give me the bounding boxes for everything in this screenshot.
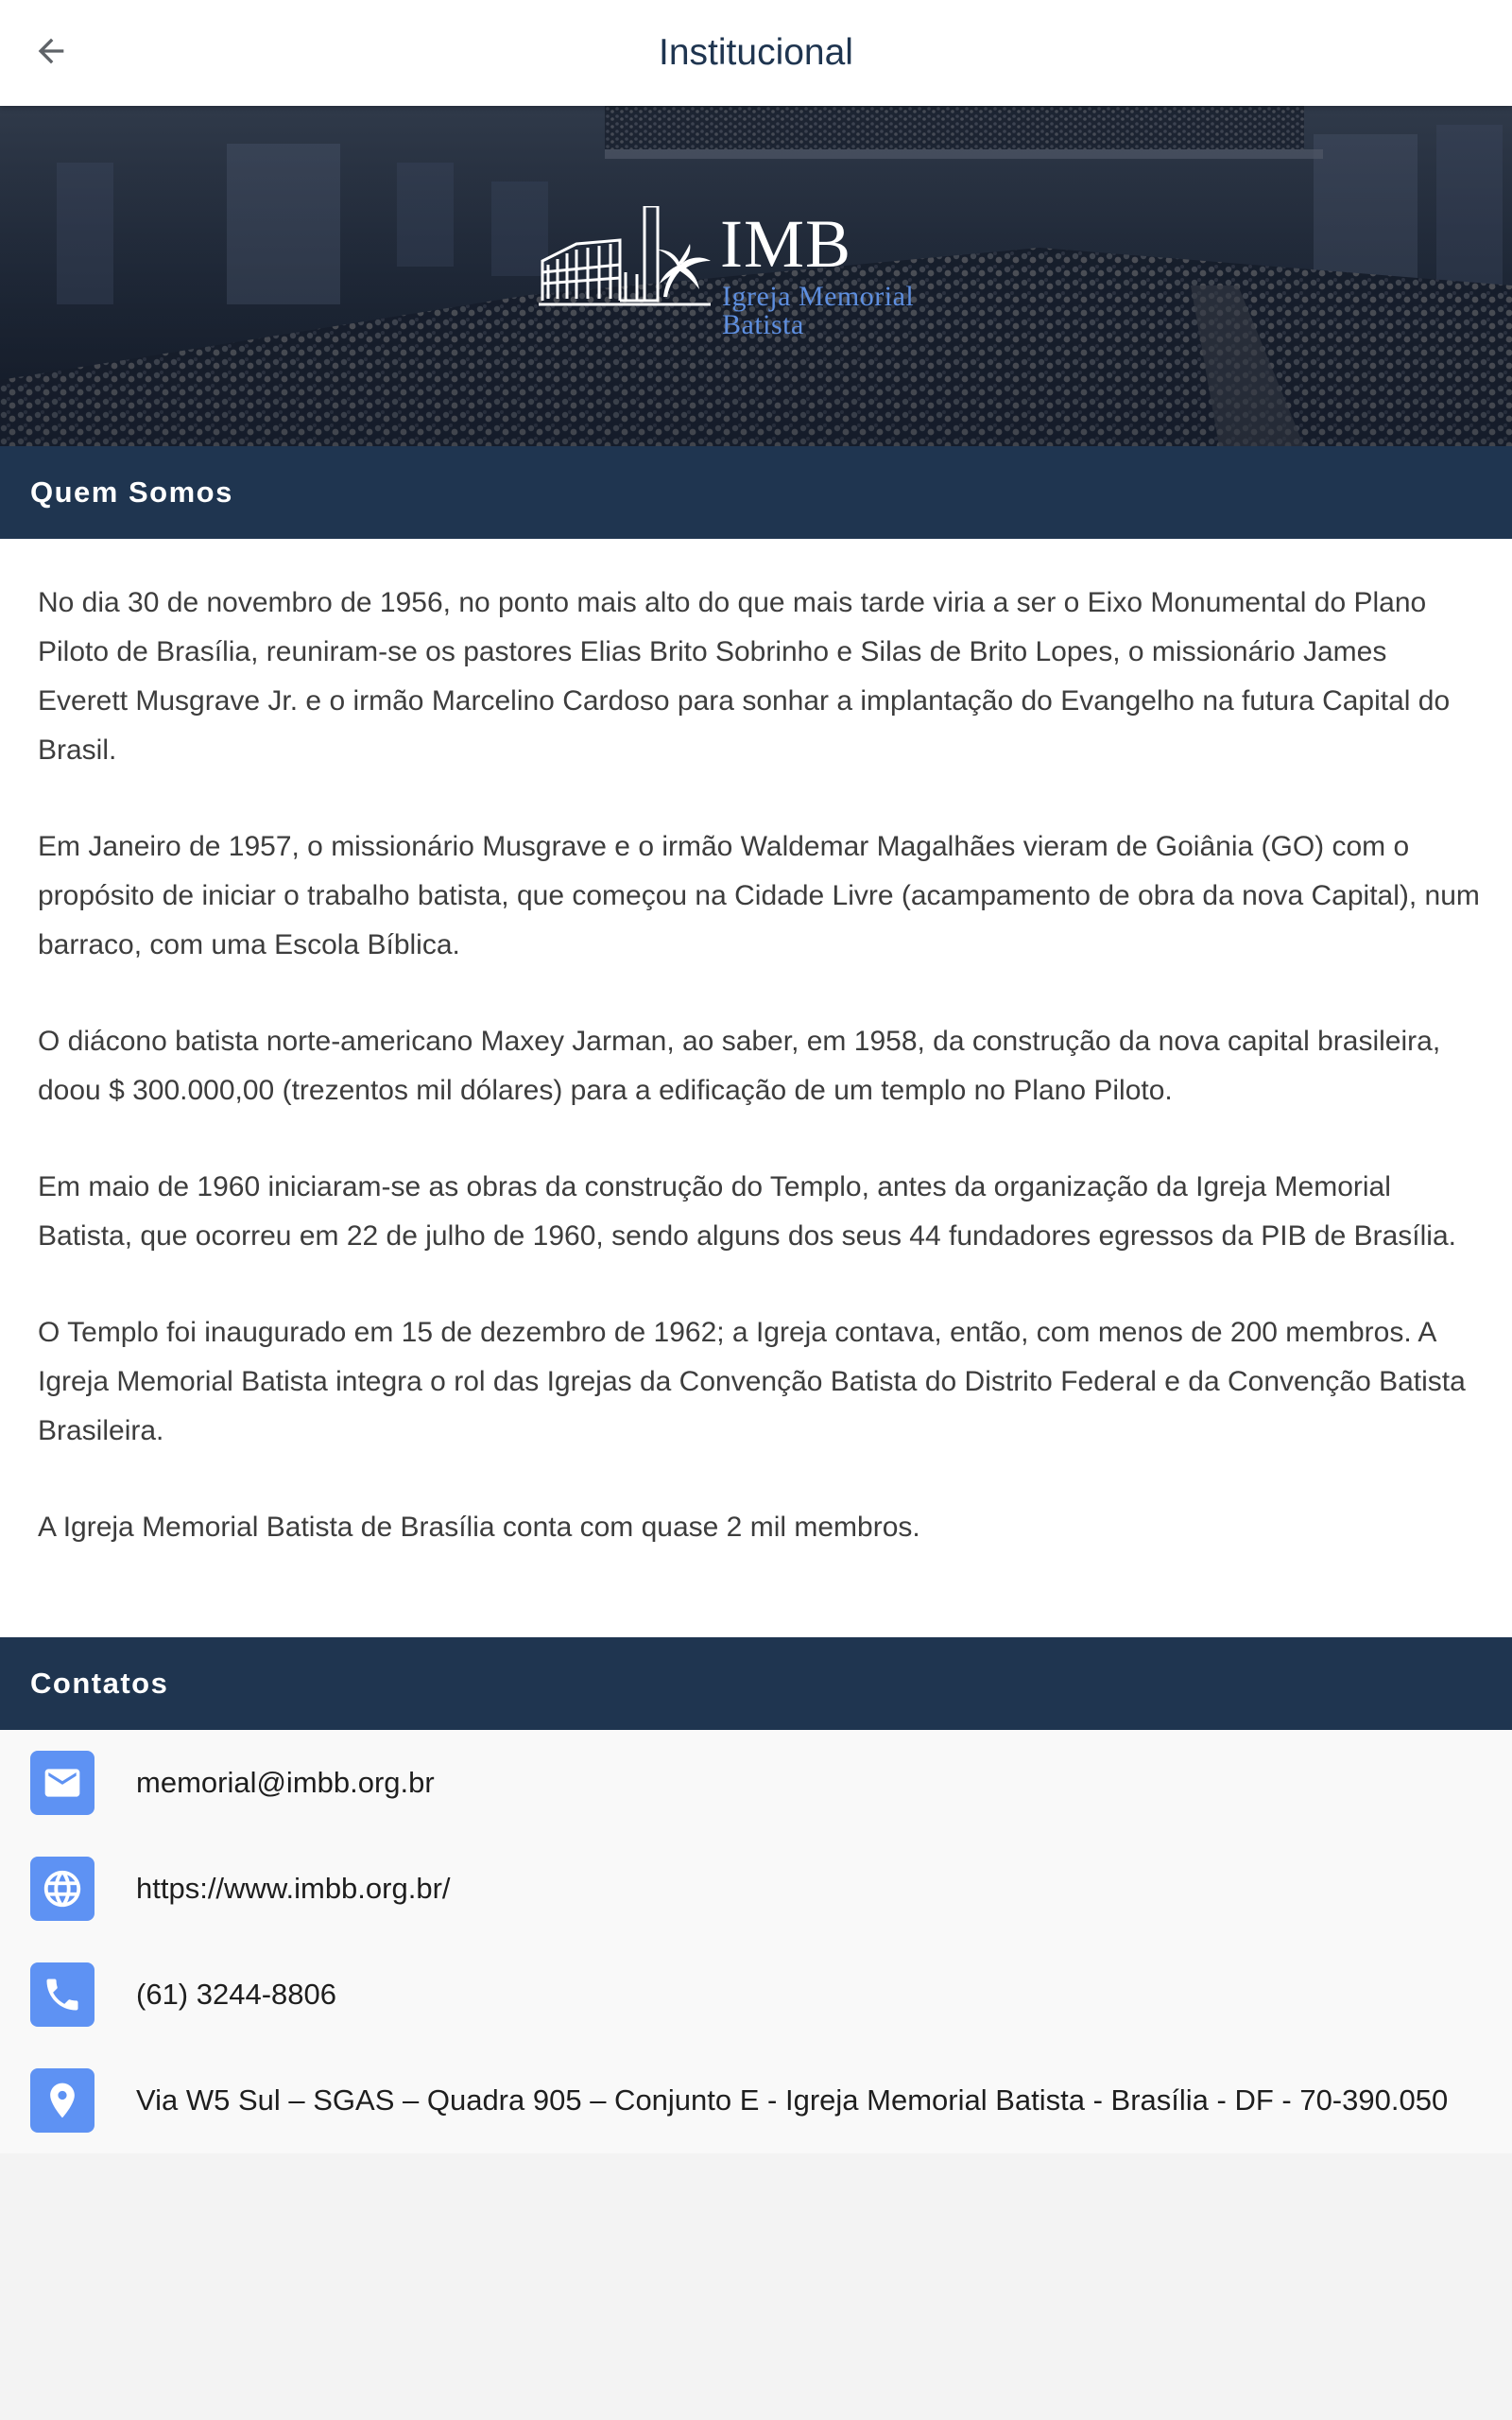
location-pin-icon [30, 2068, 94, 2133]
contacts-list [0, 1730, 1512, 2153]
about-paragraph: A Igreja Memorial Batista de Brasília conta com quase 2 mil membros. [38, 1512, 920, 1543]
globe-icon [30, 1857, 94, 1921]
church-building-icon [539, 206, 718, 338]
about-paragraph: Em Janeiro de 1957, o missionário Musgrave e o irmão Waldemar Magalhães vieram de Goiânia (GO) com o propósito de iniciar o trabalho batista, que começou na Cidade Livre (acampamento de obra da nova Capital), num barraco, com uma Escola Bíblica. [38, 831, 1480, 960]
about-paragraph: No dia 30 de novembro de 1956, no ponto mais alto do que mais tarde viria a ser o Eixo Monumental do Plano Piloto de Brasília, reuniram-se os pastores Elias Brito Sobrinho e Silas de Brito Lopes, o missionário James Everett Musgrave Jr. e o irmão Marcelino Cardoso para sonhar a implantação do Evangelho na futura Capital do Brasil. [38, 587, 1451, 766]
about-section-title: Quem Somos [30, 475, 233, 509]
email-icon [30, 1751, 94, 1815]
contacts-section-title: Contatos [30, 1667, 169, 1700]
contact-address-row[interactable] [0, 2048, 1512, 2153]
contact-website-row[interactable] [0, 1836, 1512, 1942]
contact-address-text: Via W5 Sul – SGAS – Quadra 905 – Conjunto E - Igreja Memorial Batista - Brasília - DF - 70-390.050 [136, 2083, 1449, 2117]
logo-name-line1: Igreja Memorial [722, 281, 915, 312]
logo-name-line2: Batista [722, 309, 804, 340]
about-paragraph: O diácono batista norte-americano Maxey Jarman, ao saber, em 1958, da construção da nova capital brasileira, doou $ 300.000,00 (trezentos mil dólares) para a edificação de um templo no Plano Piloto. [38, 1026, 1441, 1106]
contact-email-text: memorial@imbb.org.br [136, 1766, 435, 1799]
about-paragraph: O Templo foi inaugurado em 15 de dezembro de 1962; a Igreja contava, então, com menos de 200 membros. A Igreja Memorial Batista integra o rol das Igrejas da Convenção Batista do Distrito Federal e da Convenção Batista Brasileira. [38, 1317, 1466, 1446]
hero-banner [0, 106, 1512, 446]
contacts-section-header [0, 1637, 1512, 1730]
about-paragraph: Em maio de 1960 iniciaram-se as obras da construção do Templo, antes da organização da Igreja Memorial Batista, que ocorreu em 22 de julho de 1960, sendo alguns dos seus 44 fundadores egressos da PIB de Brasília. [38, 1171, 1456, 1252]
about-section-body [0, 539, 1512, 1637]
about-text [38, 579, 1484, 1599]
about-section-header [0, 446, 1512, 539]
church-logo [539, 206, 983, 338]
back-button[interactable] [21, 23, 81, 83]
contact-email-row[interactable] [0, 1730, 1512, 1836]
arrow-left-icon [32, 32, 70, 75]
phone-icon [30, 1962, 94, 2027]
contact-website-text: https://www.imbb.org.br/ [136, 1872, 451, 1905]
contact-phone-row[interactable] [0, 1942, 1512, 2048]
page-title: Institucional [659, 32, 853, 73]
contact-phone-text: (61) 3244-8806 [136, 1978, 336, 2011]
logo-acronym: IMB [720, 206, 852, 282]
app-bar [0, 0, 1512, 106]
